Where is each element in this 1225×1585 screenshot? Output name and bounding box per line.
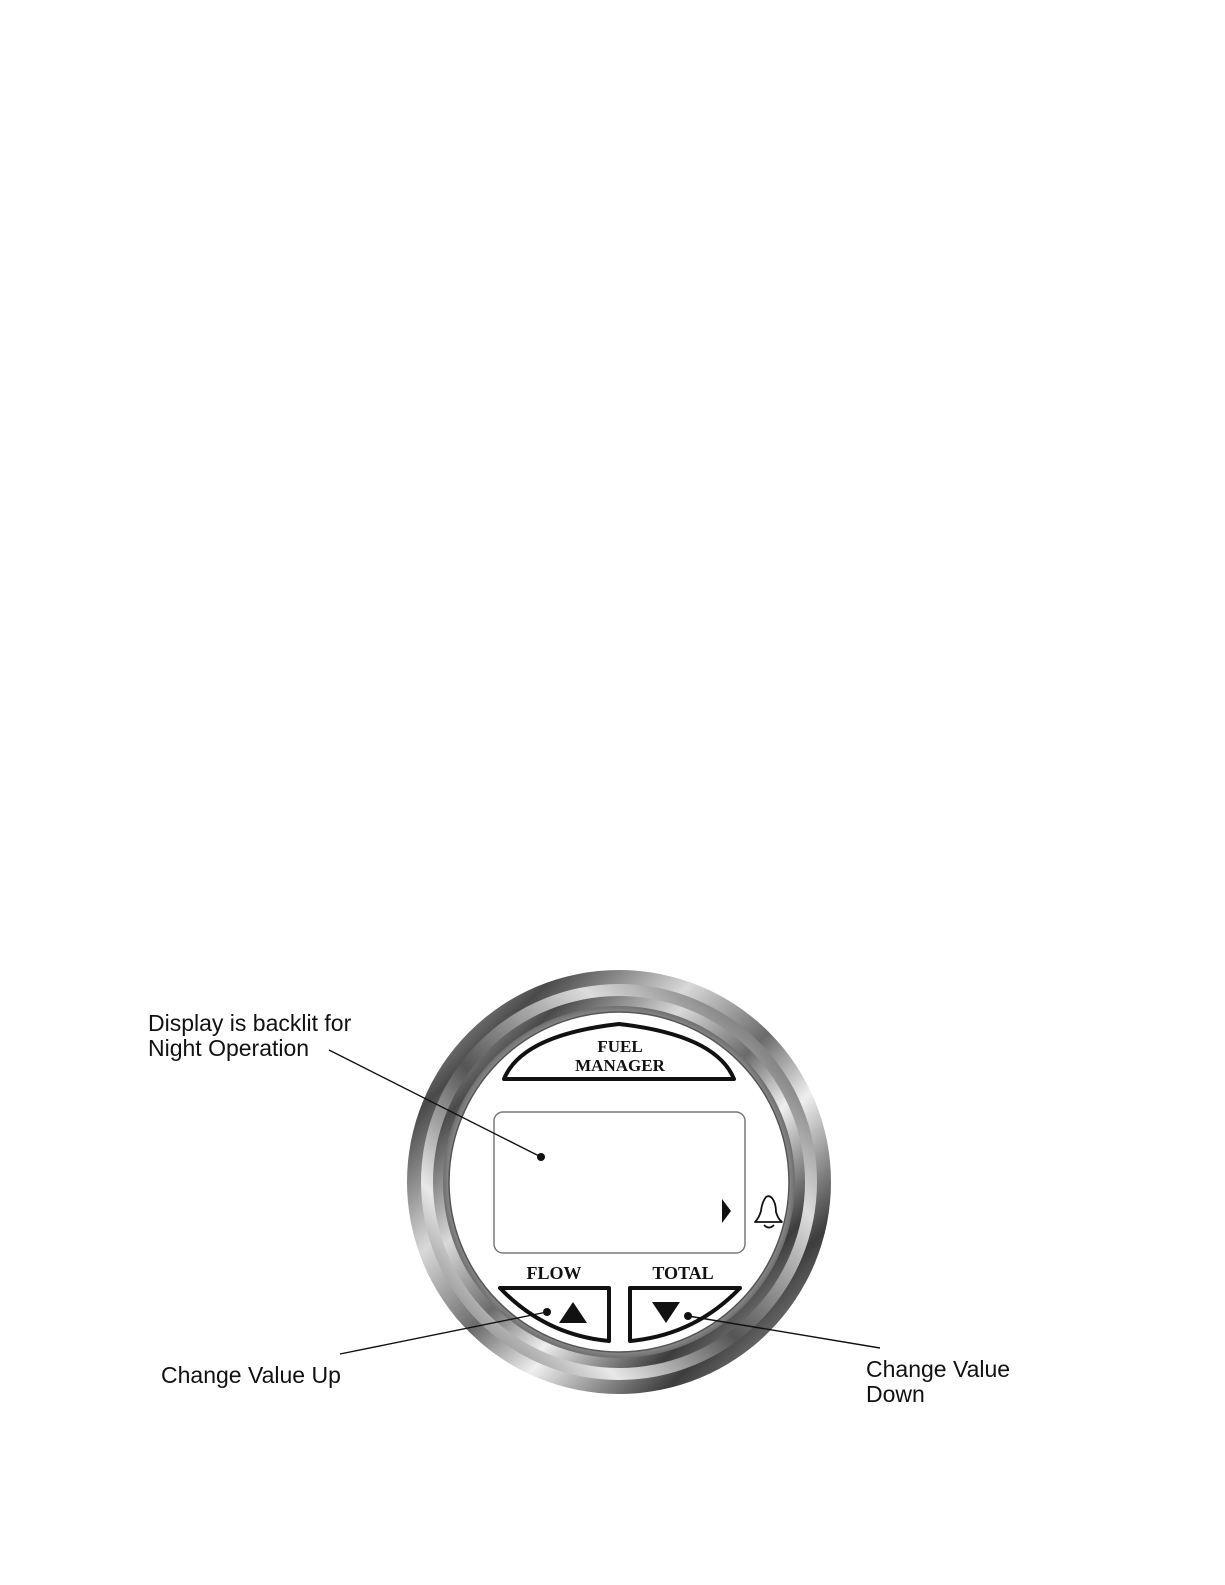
callout-backlit-line2: Night Operation <box>148 1035 310 1061</box>
callout-down-line1: Change Value <box>866 1356 1011 1382</box>
callout-up-line: Change Value Up <box>161 1362 341 1388</box>
flow-label: FLOW <box>526 1263 582 1283</box>
callout-down-line2: Down <box>866 1381 925 1407</box>
callout-change-down <box>866 1357 1010 1407</box>
leader-dot-up <box>543 1308 551 1316</box>
callout-backlit <box>148 1011 351 1061</box>
title-line2: MANAGER <box>575 1056 665 1075</box>
total-label: TOTAL <box>652 1263 714 1283</box>
callout-change-up <box>161 1363 341 1388</box>
lcd-display <box>494 1112 745 1253</box>
title-line1: FUEL <box>597 1037 643 1056</box>
callout-backlit-line1: Display is backlit for <box>148 1010 352 1036</box>
leader-dot-backlit <box>537 1153 545 1161</box>
leader-dot-down <box>684 1312 692 1320</box>
